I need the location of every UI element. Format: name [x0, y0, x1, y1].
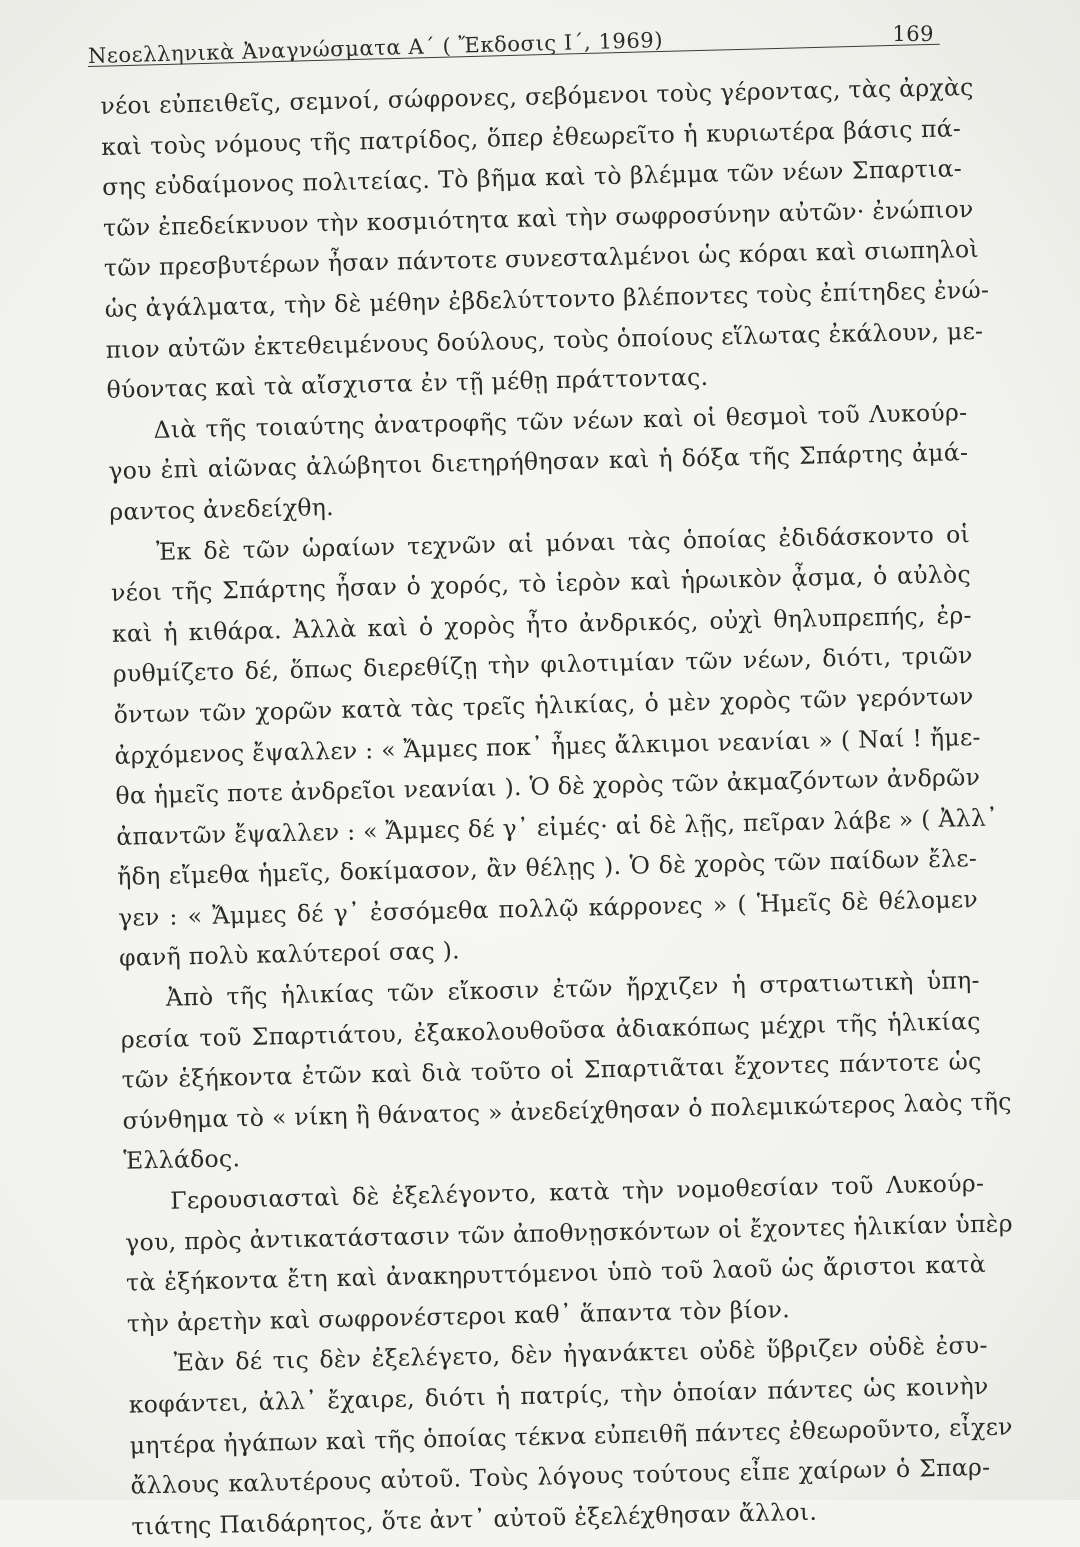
text-line: τιάτης Παιδάρητος, ὅτε ἀντ᾽ αὐτοῦ ἐξελέχθησαν ἄλλοι.	[131, 1497, 818, 1541]
text-line: πιον αὐτῶν ἐκτεθειμένους δούλους, τοὺς ὁποίους εἵλωτας ἐκάλουν, με-	[105, 316, 984, 364]
text-line: καὶ ἡ κιθάρα. Ἀλλὰ καὶ ὁ χορὸς ἦτο ἀνδρικός, οὐχὶ θηλυπρεπής, ἐρ-	[111, 600, 973, 648]
body-text	[100, 67, 1014, 1547]
text-line: ρυθμίζετο δέ, ὅπως διερεθίζῃ τὴν φιλοτιμίαν τῶν νέων, διότι, τριῶν	[112, 641, 973, 689]
page-header	[88, 18, 940, 78]
text-line: καὶ τοὺς νόμους τῆς πατρίδος, ὅπερ ἐθεωρεῖτο ἡ κυριωτέρα βάσις πά-	[101, 113, 962, 161]
text-line: θύοντας καὶ τὰ αἴσχιστα ἐν τῇ μέθῃ πράττοντας.	[106, 362, 709, 405]
text-line: Ἐὰν δέ τις δὲν ἐξελέγετο, δὲν ἠγανάκτει οὐδὲ ὕβριζεν οὐδὲ ἐσυ-	[173, 1331, 988, 1378]
text-line: ρεσία τοῦ Σπαρτιάτου, ἐξακολουθοῦσα ἀδιακόπως μέχρι τῆς ἡλικίας	[120, 1006, 981, 1054]
text-line: ραντος ἀνεδείχθη.	[108, 492, 335, 526]
text-line: τῶν πρεσβυτέρων ἦσαν πάντοτε συνεσταλμένοι ὡς κόραι καὶ σιωπηλοὶ	[103, 235, 980, 283]
page-number: 169	[892, 22, 934, 46]
text-line: γου, πρὸς ἀντικατάστασιν τῶν ἀποθνῃσκόντων οἱ ἔχοντες ἡλικίαν ὑπὲρ	[124, 1208, 1014, 1257]
text-line: Γερουσιασταὶ δὲ ἐξελέγοντο, κατὰ τὴν νομοθεσίαν τοῦ Λυκούρ-	[170, 1169, 985, 1215]
text-line: Ἐκ δὲ τῶν ὡραίων τεχνῶν αἱ μόναι τὰς ὁποίας ἐδιδάσκοντο οἱ	[155, 519, 971, 566]
text-line: γου ἐπὶ αἰῶνας ἀλώβητοι διετηρήθησαν καὶ ἡ δόξα τῆς Σπάρτης ἀμά-	[108, 438, 969, 486]
text-line: θα ἡμεῖς ποτε ἀνδρεῖοι νεανίαι ). Ὁ δὲ χορὸς τῶν ἀκμαζόντων ἀνδρῶν	[115, 763, 981, 810]
text-line: κοφάντει, ἀλλ᾽ ἔχαιρε, διότι ἡ πατρίς, τὴν ὁποίαν πάντες ὡς κοινὴν	[128, 1371, 989, 1419]
text-line: ὄντων τῶν χορῶν κατὰ τὰς τρεῖς ἡλικίας, ὁ μὲν χορὸς τῶν γερόντων	[113, 681, 974, 729]
text-line: ἀρχόμενος ἔψαλλεν : « Ἄμμες ποκ᾽ ἦμες ἄλκιμοι νεανίαι » ( Ναί ! ἤμε-	[114, 722, 981, 770]
text-line: μητέρα ἠγάπων καὶ τῆς ὁποίας τέκνα εὐπειθῆ πάντες ἐθεωροῦντο, εἶχεν	[129, 1412, 1014, 1460]
text-line: τὰ ἑξήκοντα ἔτη καὶ ἀνακηρυττόμενοι ὑπὸ τοῦ λαοῦ ὡς ἄριστοι κατὰ	[125, 1250, 987, 1297]
text-line: Διὰ τῆς τοιαύτης ἀνατροφῆς τῶν νέων καὶ οἱ θεσμοὶ τοῦ Λυκούρ-	[153, 397, 968, 444]
text-line: Ἑλλάδος.	[123, 1144, 241, 1176]
text-line: σης εὐδαίμονος πολιτείας. Τὸ βῆμα καὶ τὸ βλέμμα τῶν νέων Σπαρτια-	[101, 154, 963, 202]
text-line: γεν : « Ἄμμες δέ γ᾽ ἐσσόμεθα πολλῷ κάρρονες » ( Ἡμεῖς δὲ θέλομεν	[117, 884, 979, 932]
text-line: ἀπαντῶν ἔψαλλεν : « Ἄμμες δέ γ᾽ εἰμές· αἰ δὲ λῇς, πεῖραν λάβε » ( Ἀλλ᾽	[116, 803, 999, 851]
text-line: φανῆ πολὺ καλύτεροί σας ).	[118, 936, 461, 973]
text-line: Ἀπὸ τῆς ἡλικίας τῶν εἴκοσιν ἐτῶν ἤρχιζεν ἡ στρατιωτικὴ ὑπη-	[165, 966, 981, 1012]
text-line: τὴν ἀρετὴν καὶ σωφρονέστεροι καθ᾽ ἅπαντα τὸν βίον.	[126, 1295, 791, 1338]
text-line: ἤδη εἴμεθα ἡμεῖς, δοκίμασον, ἂν θέλῃς ). Ὁ δὲ χορὸς τῶν παίδων ἔλε-	[116, 844, 978, 892]
text-line: ἄλλους καλυτέρους αὐτοῦ. Τοὺς λόγους τούτους εἶπε χαίρων ὁ Σπαρ-	[130, 1453, 991, 1500]
text-line: νέοι τῆς Σπάρτης ἦσαν ὁ χορός, τὸ ἱερὸν καὶ ἡρωικὸν ᾆσμα, ὁ αὐλὸς	[110, 560, 972, 608]
text-line: τῶν ἑξήκοντα ἐτῶν καὶ διὰ τοῦτο οἱ Σπαρτιᾶται ἔχοντες πάντοτε ὡς	[121, 1047, 982, 1095]
text-line: νέοι εὐπειθεῖς, σεμνοί, σώφρονες, σεβόμενοι τοὺς γέροντας, τὰς ἀρχὰς	[100, 72, 974, 120]
text-line: τῶν ἐπεδείκνυον τὴν κοσμιότητα καὶ τὴν σωφροσύνην αὐτῶν· ἐνώπιον	[102, 194, 974, 242]
text-line: ὡς ἀγάλματα, τὴν δὲ μέθην ἐβδελύττοντο βλέποντες τοὺς ἐπίτηδες ἐνώ-	[104, 275, 990, 323]
text-line: σύνθημα τὸ « νίκη ἢ θάνατος » ἀνεδείχθησαν ὁ πολεμικώτερος λαὸς τῆς	[122, 1087, 1012, 1135]
running-title: Νεοελληνικὰ Ἀναγνώσματα Α΄ ( Ἔκδοσις Ι΄, 1969)	[87, 27, 664, 68]
